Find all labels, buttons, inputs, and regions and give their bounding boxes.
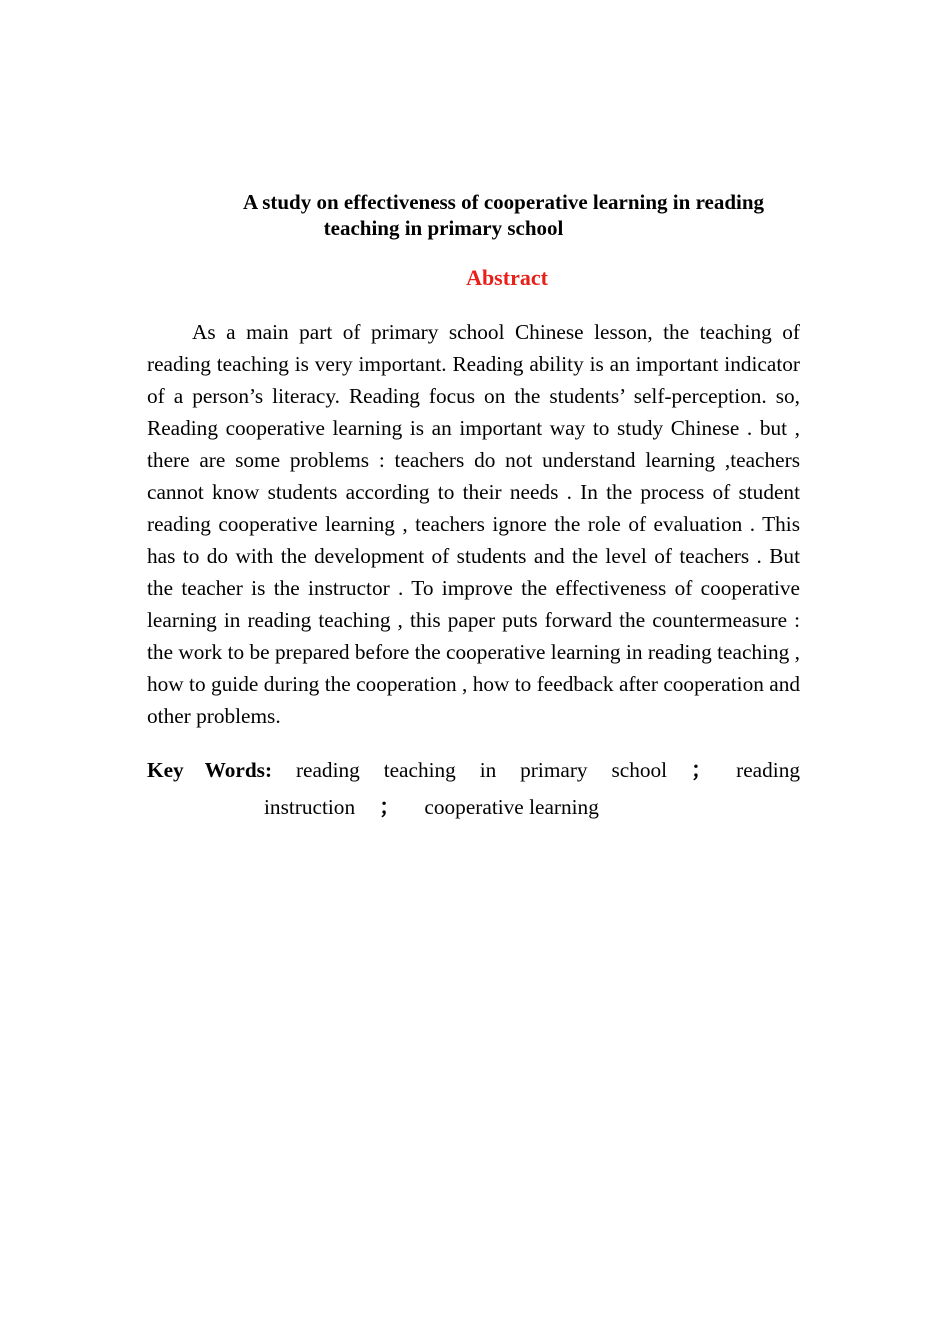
keywords-label: Key Words: xyxy=(147,758,273,782)
keywords-line-2 xyxy=(147,789,800,826)
keyword-separator: ； xyxy=(690,758,713,782)
keyword-word: primary xyxy=(520,758,588,782)
paper-title-line-2: teaching in primary school xyxy=(323,216,564,240)
keywords-section xyxy=(147,752,800,826)
paper-title xyxy=(147,189,800,241)
keyword-word: teaching xyxy=(383,758,456,782)
abstract-heading: Abstract xyxy=(466,265,548,290)
keyword-word: school xyxy=(611,758,668,782)
keyword-item: cooperative learning xyxy=(424,795,599,819)
keyword-word: in xyxy=(479,758,497,782)
keyword-word: instruction xyxy=(264,795,356,819)
keyword-word: reading xyxy=(295,758,360,782)
paper-title-line-1: A study on effectiveness of cooperative learning in reading xyxy=(242,190,765,214)
abstract-body: As a main part of primary school Chinese lesson, the teaching of reading teaching is very important. Reading ability is an important indicator of a person’s literacy. Reading focus on the students’ self-perception. so, Reading cooperative learning is an important way to study Chinese . but , there are some problems : teachers do not understand learning ,teachers cannot know students according to their needs . In the process of student reading cooperative learning , teachers ignore the role of evaluation . This has to do with the development of students and the level of teachers . But the teacher is the instructor . To improve the effectiveness of cooperative learning in reading teaching , this paper puts forward the countermeasure : the work to be prepared before the cooperative learning in reading teaching , how to guide during the cooperation , how to feedback after cooperation and other problems. xyxy=(147,320,800,728)
keyword-word: reading xyxy=(736,758,800,782)
keywords-line-1 xyxy=(147,752,800,789)
keyword-separator: ； xyxy=(379,795,401,819)
